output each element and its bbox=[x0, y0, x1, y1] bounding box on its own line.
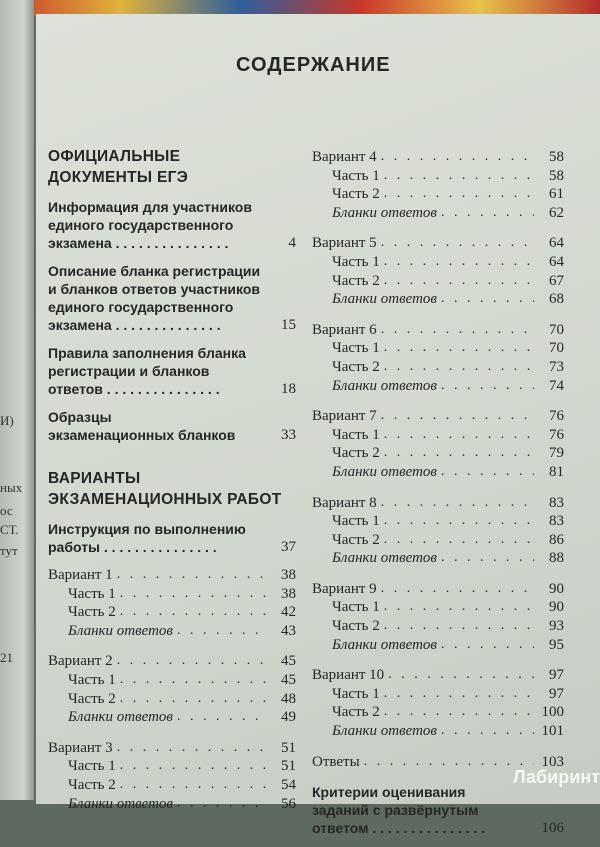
margin-fragment: ных bbox=[0, 480, 23, 495]
toc-row-page: 76 bbox=[549, 426, 564, 443]
leader-dots bbox=[384, 253, 534, 272]
leader-dots bbox=[381, 148, 534, 167]
toc-row-page: 38 bbox=[281, 585, 296, 602]
toc-row-page: 103 bbox=[541, 753, 564, 770]
toc-row-part bbox=[312, 185, 564, 204]
leader-dots bbox=[177, 708, 266, 727]
toc-row-answer-sheets bbox=[48, 795, 296, 814]
toc-row-page: 95 bbox=[549, 636, 564, 653]
toc-row-label: Часть 2 bbox=[332, 531, 380, 548]
leader-dots bbox=[388, 666, 534, 685]
toc-row-part bbox=[48, 671, 296, 690]
leader-dots bbox=[441, 463, 534, 482]
toc-row-label: Ответы bbox=[312, 753, 360, 770]
leader-dots bbox=[441, 290, 534, 309]
toc-row-page: 56 bbox=[281, 795, 296, 812]
toc-row-label: Бланки ответов bbox=[332, 636, 437, 653]
toc-row-page: 97 bbox=[549, 685, 564, 702]
leader-dots bbox=[177, 795, 266, 814]
toc-row-label: Вариант 10 bbox=[312, 667, 385, 684]
toc-row-label: Вариант 5 bbox=[312, 235, 377, 252]
toc-row-variant bbox=[48, 566, 296, 585]
toc-row-answer-sheets bbox=[312, 290, 564, 309]
toc-entry bbox=[48, 344, 296, 398]
leader-dots bbox=[441, 722, 534, 741]
toc-row-page: 74 bbox=[549, 377, 564, 394]
toc-row-page: 58 bbox=[549, 167, 564, 184]
toc-row-answer-sheets bbox=[312, 204, 564, 223]
toc-entry-page: 106 bbox=[541, 820, 564, 837]
toc-row-label: Часть 1 bbox=[68, 758, 116, 775]
toc-entry-criteria bbox=[312, 783, 564, 837]
toc-row-part bbox=[312, 444, 564, 463]
variant-block bbox=[312, 321, 564, 395]
toc-row-part bbox=[312, 272, 564, 291]
variant-block bbox=[48, 566, 296, 640]
toc-row-label: Бланки ответов bbox=[332, 550, 437, 567]
margin-fragment: СТ. bbox=[0, 522, 19, 537]
toc-entry bbox=[48, 198, 296, 252]
toc-row-page: 97 bbox=[549, 667, 564, 684]
toc-row-part bbox=[312, 253, 564, 272]
variants-list-left bbox=[48, 566, 296, 813]
leader-dots bbox=[117, 566, 266, 585]
toc-row-label: Часть 1 bbox=[332, 426, 380, 443]
leader-dots bbox=[384, 512, 534, 531]
toc-row-page: 88 bbox=[549, 550, 564, 567]
variant-block bbox=[312, 580, 564, 654]
toc-row-page: 70 bbox=[549, 321, 564, 338]
toc-row-label: Часть 1 bbox=[68, 585, 116, 602]
toc-entry-page: 37 bbox=[281, 539, 296, 555]
variant-block bbox=[312, 494, 564, 568]
toc-row-page: 64 bbox=[549, 253, 564, 270]
toc-row-label: Бланки ответов bbox=[332, 723, 437, 740]
toc-row-variant bbox=[48, 739, 296, 758]
toc-row-part bbox=[312, 339, 564, 358]
toc-row-label: Часть 2 bbox=[68, 690, 116, 707]
variant-block bbox=[48, 652, 296, 726]
contents-right-column bbox=[312, 148, 564, 847]
toc-row-answer-sheets bbox=[312, 722, 564, 741]
toc-row-label: Бланки ответов bbox=[332, 377, 437, 394]
margin-fragment: ос bbox=[0, 503, 13, 518]
toc-row-label: Бланки ответов bbox=[68, 622, 173, 639]
toc-row-part bbox=[312, 426, 564, 445]
leader-dots bbox=[120, 690, 266, 709]
toc-entry-text: Правила заполнения бланка регистрации и бланков ответов . . . . . . . . . . . . . . . bbox=[48, 345, 246, 397]
leader-dots bbox=[381, 494, 534, 513]
leader-dots bbox=[384, 685, 534, 704]
toc-row-label: Часть 2 bbox=[332, 358, 380, 375]
leader-dots bbox=[364, 753, 534, 772]
toc-row-label: Часть 1 bbox=[332, 167, 380, 184]
variants-list-right bbox=[312, 148, 564, 741]
toc-row-label: Бланки ответов bbox=[332, 463, 437, 480]
variant-block bbox=[48, 739, 296, 813]
toc-row-part bbox=[312, 685, 564, 704]
margin-fragment: 21 bbox=[0, 650, 13, 665]
toc-row-label: Вариант 9 bbox=[312, 580, 377, 597]
leader-dots bbox=[381, 234, 534, 253]
contents-page bbox=[36, 14, 600, 837]
toc-row-part bbox=[312, 703, 564, 722]
toc-row-label: Вариант 8 bbox=[312, 494, 377, 511]
toc-row-page: 101 bbox=[541, 723, 564, 740]
toc-row-label: Часть 2 bbox=[332, 704, 380, 721]
variant-block bbox=[312, 407, 564, 481]
toc-row-page: 48 bbox=[281, 690, 296, 707]
leader-dots bbox=[441, 549, 534, 568]
toc-row-page: 61 bbox=[549, 186, 564, 203]
watermark-logo: Лабиринт bbox=[512, 767, 600, 787]
toc-row-page: 42 bbox=[281, 604, 296, 621]
leader-dots bbox=[384, 167, 534, 186]
leader-dots bbox=[117, 739, 266, 758]
toc-row-page: 93 bbox=[549, 618, 564, 635]
leader-dots bbox=[120, 671, 266, 690]
leader-dots bbox=[381, 580, 534, 599]
leader-dots bbox=[441, 377, 534, 396]
toc-row-page: 54 bbox=[281, 776, 296, 793]
section-heading-official-docs: ОФИЦИАЛЬНЫЕ ДОКУМЕНТЫ ЕГЭ bbox=[48, 148, 189, 186]
toc-row-label: Вариант 1 bbox=[48, 567, 113, 583]
toc-row-part bbox=[312, 512, 564, 531]
toc-row-page: 62 bbox=[549, 204, 564, 221]
toc-entry-page: 33 bbox=[281, 427, 296, 443]
toc-row-label: Часть 2 bbox=[332, 445, 380, 462]
toc-row-answer-sheets bbox=[312, 549, 564, 568]
leader-dots bbox=[384, 598, 534, 617]
leader-dots bbox=[384, 272, 534, 291]
toc-row-label: Бланки ответов bbox=[68, 795, 173, 812]
leader-dots bbox=[384, 617, 534, 636]
toc-row-answer-sheets bbox=[48, 622, 296, 641]
toc-row-page: 51 bbox=[281, 739, 296, 756]
toc-row-page: 90 bbox=[549, 580, 564, 597]
toc-entry-instructions bbox=[48, 520, 296, 556]
page-title: СОДЕРЖАНИЕ bbox=[236, 54, 391, 76]
toc-row-label: Вариант 3 bbox=[48, 739, 113, 756]
toc-row-label: Вариант 6 bbox=[312, 321, 377, 338]
leader-dots bbox=[384, 531, 534, 550]
leader-dots bbox=[120, 757, 266, 776]
toc-row-page: 67 bbox=[549, 272, 564, 289]
toc-row-page: 79 bbox=[549, 445, 564, 462]
leader-dots bbox=[384, 444, 534, 463]
toc-row-label: Вариант 4 bbox=[312, 149, 377, 165]
toc-entry-text: Образцы экзаменационных бланков bbox=[48, 409, 236, 443]
toc-row-answer-sheets bbox=[312, 636, 564, 655]
leader-dots bbox=[384, 426, 534, 445]
toc-row-answer-sheets bbox=[312, 377, 564, 396]
toc-row-page: 90 bbox=[549, 599, 564, 616]
toc-entry-page: 15 bbox=[281, 317, 296, 333]
toc-row-label: Вариант 2 bbox=[48, 653, 113, 670]
toc-entry-text: Инструкция по выполнению работы . . . . . . . . . . . . . . . bbox=[48, 521, 246, 555]
toc-row-label: Бланки ответов bbox=[332, 291, 437, 308]
toc-row-label: Часть 1 bbox=[332, 340, 380, 357]
toc-row-label: Бланки ответов bbox=[332, 204, 437, 221]
toc-row-page: 38 bbox=[281, 567, 296, 583]
toc-row-part bbox=[48, 585, 296, 604]
toc-entry-text: Информация для участников единого государственного экзамена . . . . . . . . . . . . . . . bbox=[48, 199, 252, 251]
toc-row-variant bbox=[312, 580, 564, 599]
toc-row-variant bbox=[312, 148, 564, 167]
toc-row-page: 49 bbox=[281, 709, 296, 726]
toc-row-page: 51 bbox=[281, 758, 296, 775]
toc-entry-page: 4 bbox=[288, 235, 296, 251]
margin-fragment: тут bbox=[0, 543, 18, 558]
toc-row-page: 83 bbox=[549, 513, 564, 530]
toc-row-page: 58 bbox=[549, 149, 564, 165]
toc-row-label: Часть 2 bbox=[332, 618, 380, 635]
leader-dots bbox=[384, 185, 534, 204]
toc-entry-page: 18 bbox=[281, 381, 296, 397]
toc-row-label: Часть 2 bbox=[68, 604, 116, 621]
toc-row-part bbox=[312, 617, 564, 636]
toc-row-variant bbox=[312, 407, 564, 426]
toc-row-label: Бланки ответов bbox=[68, 709, 173, 726]
toc-row-answer-sheets bbox=[48, 708, 296, 727]
toc-row-page: 86 bbox=[549, 531, 564, 548]
leader-dots bbox=[384, 339, 534, 358]
leader-dots bbox=[441, 204, 534, 223]
toc-row-variant bbox=[312, 234, 564, 253]
toc-row-label: Часть 1 bbox=[332, 513, 380, 530]
toc-row-answer-sheets bbox=[312, 463, 564, 482]
toc-entry bbox=[48, 262, 296, 334]
toc-row-page: 68 bbox=[549, 291, 564, 308]
leader-dots bbox=[120, 776, 266, 795]
leader-dots bbox=[117, 652, 266, 671]
toc-row-part bbox=[48, 776, 296, 795]
leader-dots bbox=[384, 358, 534, 377]
toc-row-part bbox=[312, 598, 564, 617]
toc-row-label: Часть 2 bbox=[332, 272, 380, 289]
toc-row-page: 76 bbox=[549, 408, 564, 425]
toc-row-page: 73 bbox=[549, 358, 564, 375]
previous-page-edge bbox=[0, 0, 34, 800]
toc-row-label: Часть 2 bbox=[332, 186, 380, 203]
margin-fragment: И) bbox=[0, 413, 14, 428]
toc-row-page: 64 bbox=[549, 235, 564, 252]
leader-dots bbox=[441, 636, 534, 655]
toc-row-label: Вариант 7 bbox=[312, 408, 377, 425]
toc-entry bbox=[48, 408, 296, 444]
variant-block bbox=[312, 148, 564, 222]
toc-row-label: Часть 2 bbox=[68, 776, 116, 793]
toc-entry-text: Критерии оценивания заданий с развёрнутым ответом . . . . . . . . . . . . . . . bbox=[312, 784, 486, 837]
variant-block bbox=[312, 666, 564, 740]
toc-row-part bbox=[312, 358, 564, 377]
toc-row-label: Часть 1 bbox=[68, 671, 116, 688]
toc-row-variant bbox=[312, 666, 564, 685]
toc-row-page: 81 bbox=[549, 463, 564, 480]
toc-row-part bbox=[312, 531, 564, 550]
leader-dots bbox=[177, 622, 266, 641]
toc-row-variant bbox=[48, 652, 296, 671]
toc-row-part bbox=[48, 603, 296, 622]
toc-row-label: Часть 1 bbox=[332, 253, 380, 270]
toc-row-page: 45 bbox=[281, 671, 296, 688]
contents-left-column bbox=[48, 146, 296, 825]
toc-row-label: Часть 1 bbox=[332, 599, 380, 616]
toc-row-variant bbox=[312, 494, 564, 513]
toc-row-part bbox=[48, 757, 296, 776]
variant-block bbox=[312, 234, 564, 308]
leader-dots bbox=[384, 703, 534, 722]
section-heading-exam-variants: ВАРИАНТЫ ЭКЗАМЕНАЦИОННЫХ РАБОТ bbox=[48, 470, 282, 508]
leader-dots bbox=[120, 585, 266, 604]
toc-row-part bbox=[48, 690, 296, 709]
toc-row-variant bbox=[312, 321, 564, 340]
toc-row-label: Часть 1 bbox=[332, 685, 380, 702]
toc-row-page: 100 bbox=[541, 704, 564, 721]
toc-row-page: 45 bbox=[281, 653, 296, 670]
leader-dots bbox=[381, 407, 534, 426]
toc-row-page: 43 bbox=[281, 622, 296, 639]
toc-row-page: 70 bbox=[549, 340, 564, 357]
leader-dots bbox=[381, 321, 534, 340]
toc-row-part bbox=[312, 167, 564, 186]
toc-entry-text: Описание бланка регистрации и бланков ответов участников единого государственного экзамена . . . . . . . . . . . . . . bbox=[48, 263, 261, 333]
toc-row-page: 83 bbox=[549, 494, 564, 511]
leader-dots bbox=[120, 603, 266, 622]
